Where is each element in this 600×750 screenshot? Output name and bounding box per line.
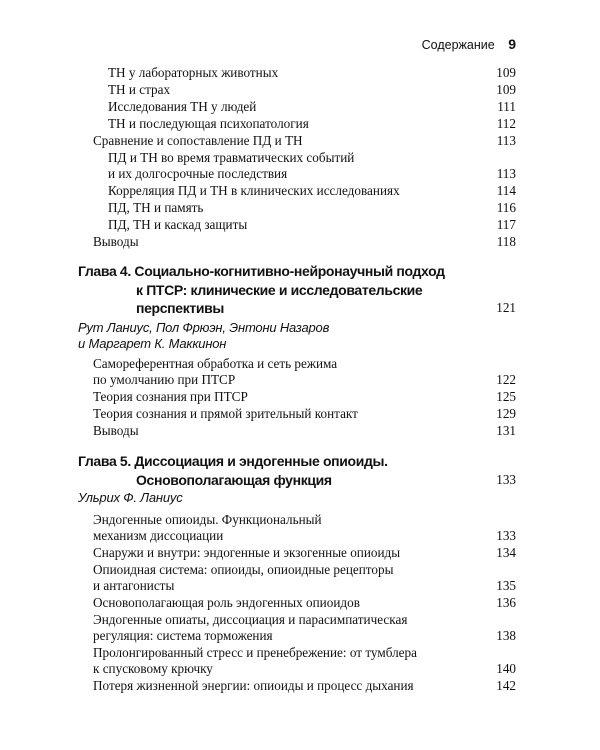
toc-entry[interactable]: Пролонгированный стресс и пренебрежение: от тумблера: [93, 645, 417, 660]
toc-entry[interactable]: ПД, ТН и каскад защиты 117: [108, 217, 516, 232]
toc-entry[interactable]: ТН у лабораторных животных 109: [108, 65, 516, 80]
running-header: [422, 36, 516, 52]
chapter-4-page: 121: [496, 300, 516, 315]
toc-entry[interactable]: Основополагающая роль эндогенных опиоидов 136: [93, 595, 516, 610]
toc-entry[interactable]: Потеря жизненной энергии: опиоиды и процесс дыхания 142: [93, 678, 516, 693]
chapter-4-authors: Рут Ланиус, Пол Фрюэн, Энтони Назаров и Маргарет К. Маккинон: [78, 320, 330, 351]
toc-entry[interactable]: к спусковому крючку 140: [93, 661, 516, 676]
chapter-5-authors: Ульрих Ф. Ланиус: [78, 490, 183, 505]
toc-entry[interactable]: механизм диссоциации 133: [93, 528, 516, 543]
chapter-5-title-line: Глава 5. Диссоциация и эндогенные опиоиды.: [78, 453, 388, 469]
toc-entry[interactable]: Корреляция ПД и ТН в клинических исследованиях 114: [108, 183, 516, 198]
toc-entry[interactable]: и их долгосрочные последствия 113: [108, 166, 516, 181]
chapter-5-page: 133: [496, 471, 516, 487]
page-number: 9: [508, 36, 516, 52]
toc-entry[interactable]: ТН и последующая психопатология 112: [108, 116, 516, 131]
toc-entry[interactable]: ТН и страх 109: [108, 82, 516, 97]
toc-entry[interactable]: Опиоидная система: опиоиды, опиоидные рецепторы: [93, 562, 394, 577]
toc-entry[interactable]: регуляция: система торможения 138: [93, 628, 516, 643]
toc-entry[interactable]: Самореферентная обработка и сеть режима: [93, 356, 338, 371]
toc-entry[interactable]: Эндогенные опиаты, диссоциация и парасимпатическая: [93, 612, 408, 627]
chapter-5-title-line: Основополагающая функция: [136, 471, 332, 488]
toc-entry[interactable]: Теория сознания и прямой зрительный контакт 129: [93, 406, 516, 421]
chapter-4-title-line: к ПТСР: клинические и исследовательские: [136, 281, 423, 298]
chapter-4-title-line: перспективы: [136, 300, 225, 316]
chapter-4-heading[interactable]: [78, 262, 516, 318]
toc-entry[interactable]: Выводы 131: [93, 423, 516, 438]
toc-entry[interactable]: Теория сознания при ПТСР 125: [93, 389, 516, 404]
chapter-5-heading[interactable]: [78, 452, 516, 489]
toc-entry[interactable]: по умолчанию при ПТСР 122: [93, 372, 516, 387]
toc-entry[interactable]: Снаружи и внутри: эндогенные и экзогенные опиоиды 134: [93, 545, 516, 560]
toc-entry[interactable]: Эндогенные опиоиды. Функциональный: [93, 512, 322, 527]
toc-entry[interactable]: ПД и ТН во время травматических событий: [108, 150, 355, 165]
toc-entry[interactable]: Сравнение и сопоставление ПД и ТН 113: [93, 133, 516, 148]
toc-entry[interactable]: Выводы 118: [93, 234, 516, 249]
toc-entry[interactable]: и антагонисты 135: [93, 578, 516, 593]
toc-entry[interactable]: ПД, ТН и память 116: [108, 200, 516, 215]
chapter-4-title-line: Глава 4. Социально-когнитивно-нейронаучный подход: [78, 263, 445, 279]
running-header-title: Содержание: [421, 38, 495, 52]
toc-entry[interactable]: Исследования ТН у людей 111: [108, 99, 516, 114]
